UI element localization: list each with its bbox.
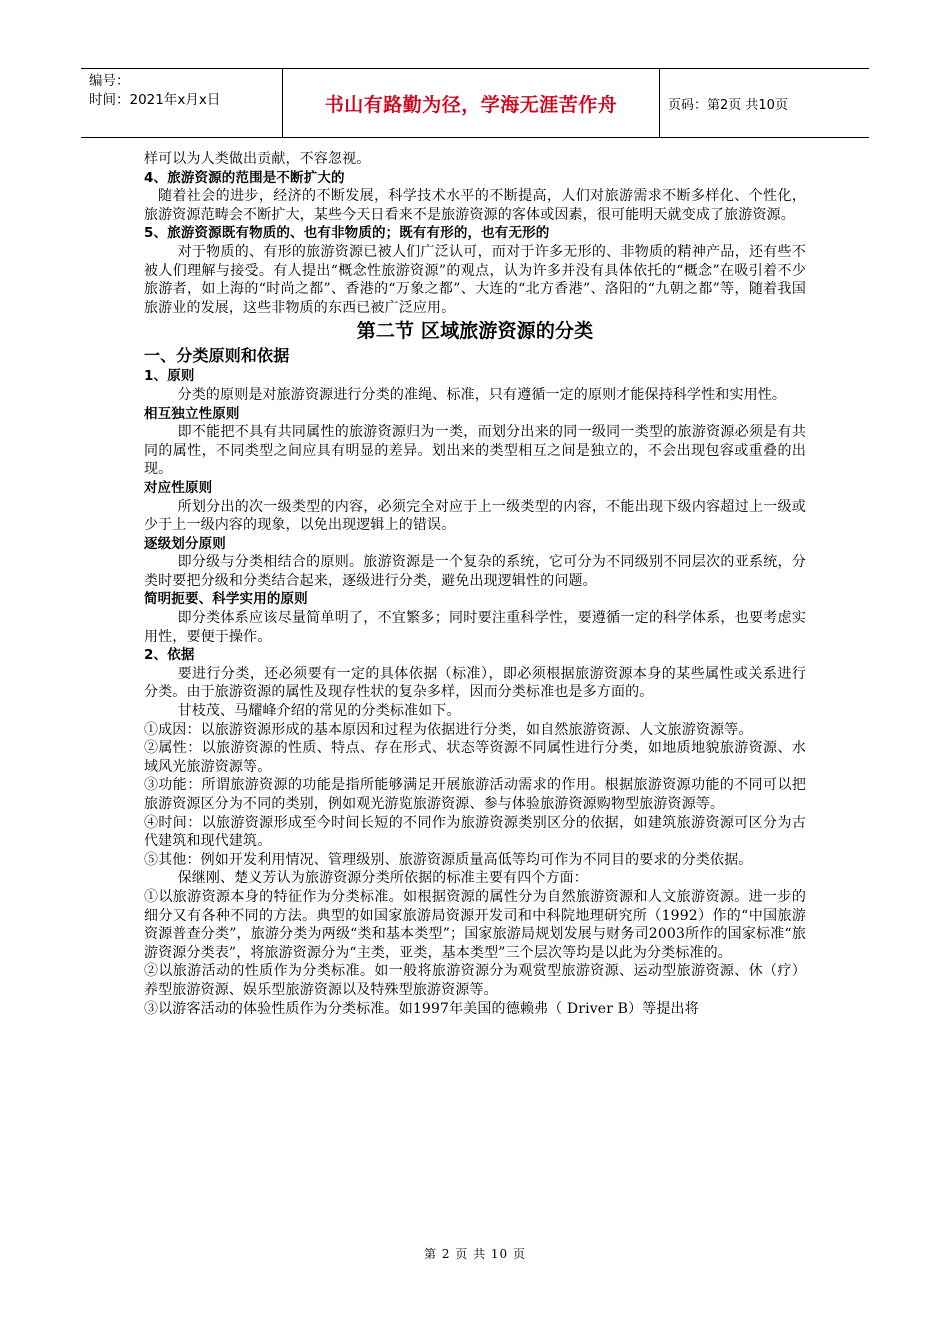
paragraph: 分类的原则是对旅游资源进行分类的准绳、标准，只有遵循一定的原则才能保持科学性和实用性。 [177, 386, 787, 403]
page-footer: 第 2 页 共 10 页 [424, 1247, 526, 1261]
paragraph: 甘枝茂、马耀峰介绍的常见的分类标准如下。 [177, 703, 461, 720]
paragraph: 对于物质的、有形的旅游资源已被人们广泛认可，而对于许多无形的、非物质的精神产品，还有些不被人们理解与接受。有人提出“概念性旅游资源”的观点，认为许多并没有具体依托的“概念”在吸引着不少旅游者，如上海的“时尚之都”、香港的“万象之都”、大连的“北方香港”、洛阳的“九朝之都”等，随着我国旅游业的发展，这些非物质的东西已被广泛应用。 [144, 243, 806, 316]
heading-5: 5、旅游资源既有物质的、也有非物质的；既有有形的，也有无形的 [144, 225, 550, 242]
list-item: ③功能：所谓旅游资源的功能是指所能够满足开展旅游活动需求的作用。根据旅游资源功能的不同可以把旅游资源区分为不同的类别，例如观光游览旅游资源、参与体验旅游资源购物型旅游资源等。 [144, 777, 806, 812]
paragraph: 即分类体系应该尽量简单明了，不宜繁多；同时要注重科学性，要遵循一定的科学体系，也要考虑实用性，要便于操作。 [144, 610, 806, 645]
section-title: 第二节 区域旅游资源的分类 [356, 320, 594, 343]
list-item: ②以旅游活动的性质作为分类标准。如一般将旅游资源分为观赏型旅游资源、运动型旅游资源、休（疗）养型旅游资源、娱乐型旅游资源以及特殊型旅游资源等。 [144, 963, 806, 998]
principle-heading: 相互独立性原则 [144, 405, 240, 422]
header-meta [81, 69, 283, 137]
list-item: ③以游客活动的体验性质作为分类标准。如1997年美国的德赖弗（ Driver B）等提出将 [144, 1000, 699, 1017]
time-label: 时间：2021年x月x日 [89, 92, 221, 108]
paragraph: 所划分出的次一级类型的内容，必须完全对应于上一级类型的内容，不能出现下级内容超过上一级或少于上一级内容的现象，以免出现逻辑上的错误。 [144, 498, 806, 534]
document-body [144, 150, 806, 1018]
heading-4: 4、旅游资源的范围是不断扩大的 [144, 169, 345, 186]
paragraph: 随着社会的进步，经济的不断发展，科学技术水平的不断提高，人们对旅游需求不断多样化、个性化，旅游资源范畴会不断扩大，某些今天日看来不是旅游资源的客体或因素，很可能明天就变成了旅游资源。 [144, 188, 806, 223]
sub-heading: 2、依据 [144, 647, 195, 664]
list-item: ①成因：以旅游资源形成的基本原因和过程为依据进行分类，如自然旅游资源、人文旅游资源等。 [144, 721, 753, 738]
header-motto: 书山有路勤为径，学海无涯苦作舟 [283, 69, 660, 137]
paragraph: 即分级与分类相结合的原则。旅游资源是一个复杂的系统，它可分为不同级别不同层次的亚系统，分类时要把分级和分类结合起来，逐级进行分类，避免出现逻辑性的问题。 [144, 554, 806, 589]
paragraph: 样可以为人类做出贡献，不容忽视。 [144, 151, 371, 167]
principle-heading: 逐级划分原则 [144, 535, 226, 552]
list-item: ②属性：以旅游资源的性质、特点、存在形式、状态等资源不同属性进行分类，如地质地貌旅游资源、水域风光旅游资源等。 [144, 740, 806, 775]
header-table [81, 68, 869, 138]
paragraph: 保继刚、楚义芳认为旅游资源分类所依据的标准主要有四个方面： [177, 870, 588, 887]
header-page-label: 页码：第2页 共10页 [668, 97, 788, 113]
part-heading: 一、分类原则和依据 [144, 346, 290, 366]
list-item: ④时间：以旅游资源形成至今时间长短的不同作为旅游资源类别区分的依据，如建筑旅游资源可区分为古代建筑和现代建筑。 [144, 814, 806, 850]
number-label: 编号： [89, 73, 130, 89]
sub-heading: 1、原则 [144, 368, 195, 385]
paragraph: 要进行分类，还必须要有一定的具体依据（标准），即必须根据旅游资源本身的某些属性或关系进行分类。由于旅游资源的属性及现存性状的复杂多样，因而分类标准也是多方面的。 [144, 665, 806, 701]
principle-heading: 对应性原则 [144, 479, 213, 496]
paragraph: 即不能把不具有共同属性的旅游资源归为一类，而划分出来的同一级同一类型的旅游资源必须是有共同的属性，不同类型之间应具有明显的差异。划出来的类型相互之间是独立的，不会出现包容或重叠的出现。 [144, 424, 806, 478]
list-item: ①以旅游资源本身的特征作为分类标准。如根据资源的属性分为自然旅游资源和人文旅游资源。进一步的细分又有各种不同的方法。典型的如国家旅游局资源开发司和中科院地理研究所（1992）作的“中国旅游资源普查分类”，旅游分类为两级“类和基本类型”；国家旅游局规划发展与财务司2003所作的国家标准“旅游资源分类表”，将旅游资源分为“主类，亚类，基本类型”三个层次等均是以此为分类标准的。 [144, 888, 806, 961]
list-item: ⑤其他：例如开发利用情况、管理级别、旅游资源质量高低等均可作为不同目的要求的分类依据。 [144, 851, 753, 868]
principle-heading: 简明扼要、科学实用的原则 [144, 591, 308, 608]
